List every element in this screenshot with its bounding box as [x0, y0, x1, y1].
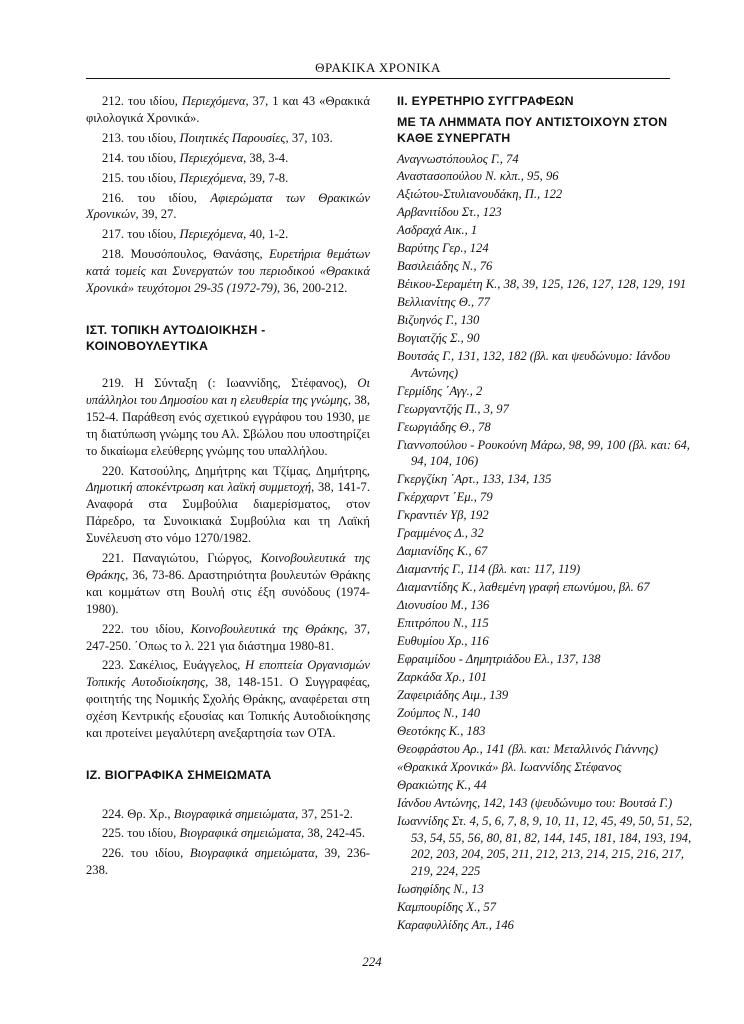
- entry-lead: 215. του ιδίου,: [102, 170, 180, 185]
- entry-tail: , 38, 152-4. Παράθεση ενός σχετικού εγγράφου του 1930, με τη διατύπωση γνώμης του Αλ. Σβώλου που υποστηρίζει το δικαίωμα ελεύθερης γνώμης του υπαλλήλου.: [86, 392, 370, 458]
- index-entry: Βελλιανίτης Θ., 77: [397, 295, 490, 310]
- index-entry: Καραφυλλίδης Απ., 146: [397, 917, 514, 932]
- bibliography-entry: [86, 621, 370, 655]
- bibliography-entry: [86, 190, 370, 224]
- bibliography-entry: [86, 246, 370, 297]
- bibliography-entry: [86, 550, 370, 618]
- index-entry: Ευθυμίου Χρ., 116: [397, 634, 489, 649]
- index-entry: Διαμαντής Γ., 114 (βλ. και: 117, 119): [397, 562, 581, 577]
- index-entry: Γκέρχαρντ ΄Εμ., 79: [397, 490, 493, 505]
- index-entry: Αξιώτου-Στυλιανουδάκη, Π., 122: [397, 187, 563, 202]
- author-index-list: [397, 151, 697, 934]
- entry-title: Οι υπάλληλοι του Δημοσίου και η ελευθερία της γνώμης: [86, 375, 370, 407]
- index-entry: Βέικου-Σεραμέτη Κ., 38, 39, 125, 126, 127, 128, 129, 191: [397, 277, 687, 292]
- index-entry: Δαμιανίδης Κ., 67: [397, 544, 488, 559]
- entry-lead: 226. του ιδίου,: [102, 846, 190, 861]
- index-entry: Ζαρκάδα Χρ., 101: [397, 670, 488, 685]
- page-number: 224: [362, 954, 382, 969]
- section-title-biographical-notes: ΙΖ. ΒΙΟΓΡΑΦΙΚΑ ΣΗΜΕΙΩΜΑΤΑ: [86, 768, 272, 782]
- entries-block-219-223: [86, 375, 370, 742]
- entry-tail: , 40, 1-2.: [243, 227, 289, 242]
- index-entry: Αναστασοπούλου Ν. κλπ., 95, 96: [397, 169, 559, 184]
- running-header: [86, 60, 670, 79]
- entry-tail: , 37, 251-2.: [295, 806, 353, 821]
- entry-lead: 216. του ιδίου,: [102, 190, 211, 205]
- index-entry: Γεωργαντζής Π., 3, 97: [397, 401, 509, 416]
- entry-lead: 218. Μουσόπουλος, Θανάσης,: [102, 247, 270, 262]
- index-entry: Εφραιμίδου - Δημητριάδου Ελ., 137, 138: [397, 652, 601, 667]
- index-entry: Ιωαννίδης Στ. 4, 5, 6, 7, 8, 9, 10, 11, 12, 45, 49, 50, 51, 52, 53, 54, 55, 56, 80, 81, 82, 144, 145, 181, 184, 193, 194, 202, 203, 204, 205, 211, 212, 213, 214, 215, 216, 217, 219, 224, 225: [397, 814, 693, 878]
- entry-tail: , 39, 236-238.: [86, 846, 370, 878]
- entry-lead: 217. του ιδίου,: [102, 227, 180, 242]
- left-column: [86, 93, 370, 882]
- entry-title: Δημοτική αποκέντρωση και λαϊκή συμμετοχή: [86, 480, 312, 495]
- bibliography-entry: [86, 375, 370, 460]
- entry-title: Ποιητικές Παρουσίες: [179, 130, 286, 145]
- entry-tail: , 37, 247-250. ΄Οπως το λ. 221 για διάστημα 1980-81.: [86, 621, 370, 653]
- index-entry: Ιωσηφίδης Ν., 13: [397, 881, 484, 896]
- entry-title: Βιογραφικά σημειώματα: [189, 846, 315, 861]
- index-entry: Βασιλειάδης Ν., 76: [397, 259, 493, 274]
- entry-tail: , 38, 242-45.: [300, 826, 365, 841]
- entry-title: Περιεχόμενα: [179, 227, 244, 242]
- entry-title: Βιογραφικά σημειώματα: [173, 806, 296, 821]
- bibliography-entry: [86, 226, 370, 243]
- index-entry: Γραμμένος Δ., 32: [397, 526, 484, 541]
- entry-lead: 212. του ιδίου,: [102, 94, 182, 108]
- index-entry: Διονυσίου Μ., 136: [397, 598, 490, 613]
- entry-lead: 221. Παναγιώτου, Γιώργος,: [102, 551, 261, 566]
- bibliography-entry: [86, 130, 370, 147]
- section-subtitle-author-index: ΜΕ ΤΑ ΛΗΜΜΑΤΑ ΠΟΥ ΑΝΤΙΣΤΟΙΧΟΥΝ ΣΤΟΝ ΚΑΘΕ ΣΥΝΕΡΓΑΤΗ: [397, 114, 668, 145]
- index-entry: Ιάνδου Αντώνης, 142, 143 (ψευδώνυμο του: Βουτσά Γ.): [397, 796, 673, 811]
- entry-lead: 219. Η Σύνταξη (: Ιωαννίδης, Στέφανος),: [102, 375, 358, 390]
- entry-title: Περιεχόμενα: [181, 94, 246, 108]
- index-entry: Θρακιώτης Κ., 44: [397, 778, 487, 793]
- bibliography-entry: [86, 657, 370, 742]
- index-entry: Βιζυηνός Γ., 130: [397, 313, 480, 328]
- index-entry: Θεοφράστου Αρ., 141 (βλ. και: Μεταλλινός Γιάννης): [397, 742, 659, 757]
- bibliography-entry: [86, 825, 370, 842]
- bibliography-entry: [86, 463, 370, 548]
- entry-title: Περιεχόμενα: [179, 170, 244, 185]
- index-entry: Ασδραχά Αικ., 1: [397, 223, 478, 238]
- journal-title: ΘΡΑΚΙΚΑ ΧΡΟΝΙΚΑ: [315, 60, 441, 75]
- entry-tail: , 38, 148-151. Ο Συγγραφέας, φοιτητής της Νομικής Σχολής Θράκης, αναφέρεται στη σχέση Κεντρικής εξουσίας και Τοπικής Αυτοδιοίκησης και προτείνει μεγαλύτερη ανεξαρτησία των ΟΤΑ.: [86, 675, 371, 741]
- bibliography-entry: [86, 150, 370, 167]
- bibliography-entry: [86, 845, 370, 879]
- entry-tail: , 38, 3-4.: [243, 150, 289, 165]
- entry-title: Κοινοβουλευτικά της Θράκης: [190, 621, 345, 636]
- section-title-author-index: ΙΙ. ΕΥΡΕΤΗΡΙΟ ΣΥΓΓΡΑΦΕΩΝ: [397, 94, 574, 108]
- entry-title: Περιεχόμενα: [179, 150, 244, 165]
- entries-block-224-226: [86, 806, 370, 880]
- index-entry: Αναγνωστόπουλος Γ., 74: [397, 151, 519, 166]
- entry-tail: , 36, 200-212.: [277, 281, 348, 296]
- index-entry: Ζαφειριάδης Αιμ., 139: [397, 688, 509, 703]
- index-entry: Βογιατζής Σ., 90: [397, 331, 480, 346]
- entry-tail: , 39, 7-8.: [243, 170, 289, 185]
- entry-tail: , 39, 27.: [135, 207, 177, 222]
- entry-title: Η εποπτεία Οργανισμών Τοπικής Αυτοδιοίκησης: [86, 658, 371, 690]
- entry-tail: , 37, 103.: [285, 130, 333, 145]
- right-column: [397, 93, 697, 935]
- index-entry: Βουτσάς Γ., 131, 132, 182 (βλ. και ψευδώνυμο: Ιάνδου Αντώνης): [397, 349, 671, 380]
- index-entry: Θεοτόκης Κ., 183: [397, 724, 486, 739]
- index-entry: Γερμίδης ΄Αγγ., 2: [397, 383, 483, 398]
- entry-tail: , 37, 1 και 43 «Θρακικά φιλολογικά Χρονικά».: [86, 94, 370, 125]
- index-entry: Γκραντιέν Υβ, 192: [397, 508, 489, 523]
- entry-title: Κοινοβουλευτικά της Θράκης: [86, 551, 370, 582]
- index-entry: Ζούμπος Ν., 140: [397, 706, 481, 721]
- entry-lead: 225. του ιδίου,: [102, 826, 180, 841]
- bibliography-entry: [86, 170, 370, 187]
- index-entry: Γιαννοπούλου - Ρουκούνη Μάρω, 98, 99, 100 (βλ. και: 64, 94, 104, 106): [397, 437, 690, 469]
- entry-tail: , 36, 73-86. Δραστηριότητα βουλευτών Θράκης και κομμάτων στη Βουλή στις έξη συνόδους (1974-1980).: [86, 567, 370, 616]
- entry-lead: 223. Σακέλιος, Ευάγγελος,: [102, 658, 246, 673]
- index-entry: Βαρύτης Γερ., 124: [397, 241, 489, 256]
- entry-lead: 213. του ιδίου,: [102, 130, 180, 145]
- index-entry: Επιτρόπου Ν., 115: [397, 616, 489, 631]
- entry-tail: , 38, 141-7. Αναφορά στα Συμβούλια διαμερίσματος, στον Πάρεδρο, τα Συνοικιακά Συμβούλια και τη Λαϊκή Συνέλευση στο νόμο 1270/1982.: [86, 480, 370, 546]
- entry-lead: 224. Θρ. Χρ.,: [102, 806, 174, 821]
- section-title-local-government: ΙΣΤ. ΤΟΠΙΚΗ ΑΥΤΟΔΙΟΙΚΗΣΗ - ΚΟΙΝΟΒΟΥΛΕΥΤΙΚΑ: [86, 322, 266, 354]
- bibliography-entry: [86, 93, 370, 127]
- entry-title: Βιογραφικά σημειώματα: [179, 826, 301, 841]
- index-entry: Αρβανιτίδου Στ., 123: [397, 205, 502, 220]
- entries-block-212-218: [86, 93, 370, 297]
- index-entry: Διαμαντίδης Κ., λαθεμένη γραφή επωνύμου, βλ. 67: [397, 580, 650, 595]
- entry-title: Αφιερώματα των Θρακικών Χρονικών: [86, 190, 370, 222]
- entry-lead: 214. του ιδίου,: [102, 150, 180, 165]
- bibliography-entry: [86, 806, 370, 823]
- index-entry: Γκεργζίκη ΄Αρτ., 133, 134, 135: [397, 472, 552, 487]
- entry-title: Ευρετήρια θεμάτων κατά τομείς και Συνεργατών του περιοδικού «Θρακικά Χρονικά» τευχότομοι 29-35 (1972-79): [86, 247, 370, 296]
- index-entry: Γεωργιάδης Θ., 78: [397, 419, 491, 434]
- index-entry: Καμπουρίδης Χ., 57: [397, 899, 496, 914]
- index-entry: «Θρακικά Χρονικά» βλ. Ιωαννίδης Στέφανος: [397, 760, 622, 775]
- entry-lead: 222. του ιδίου,: [102, 621, 191, 636]
- entry-lead: 220. Κατσούλης, Δημήτρης και Τζίμας, Δημήτρης,: [102, 463, 370, 478]
